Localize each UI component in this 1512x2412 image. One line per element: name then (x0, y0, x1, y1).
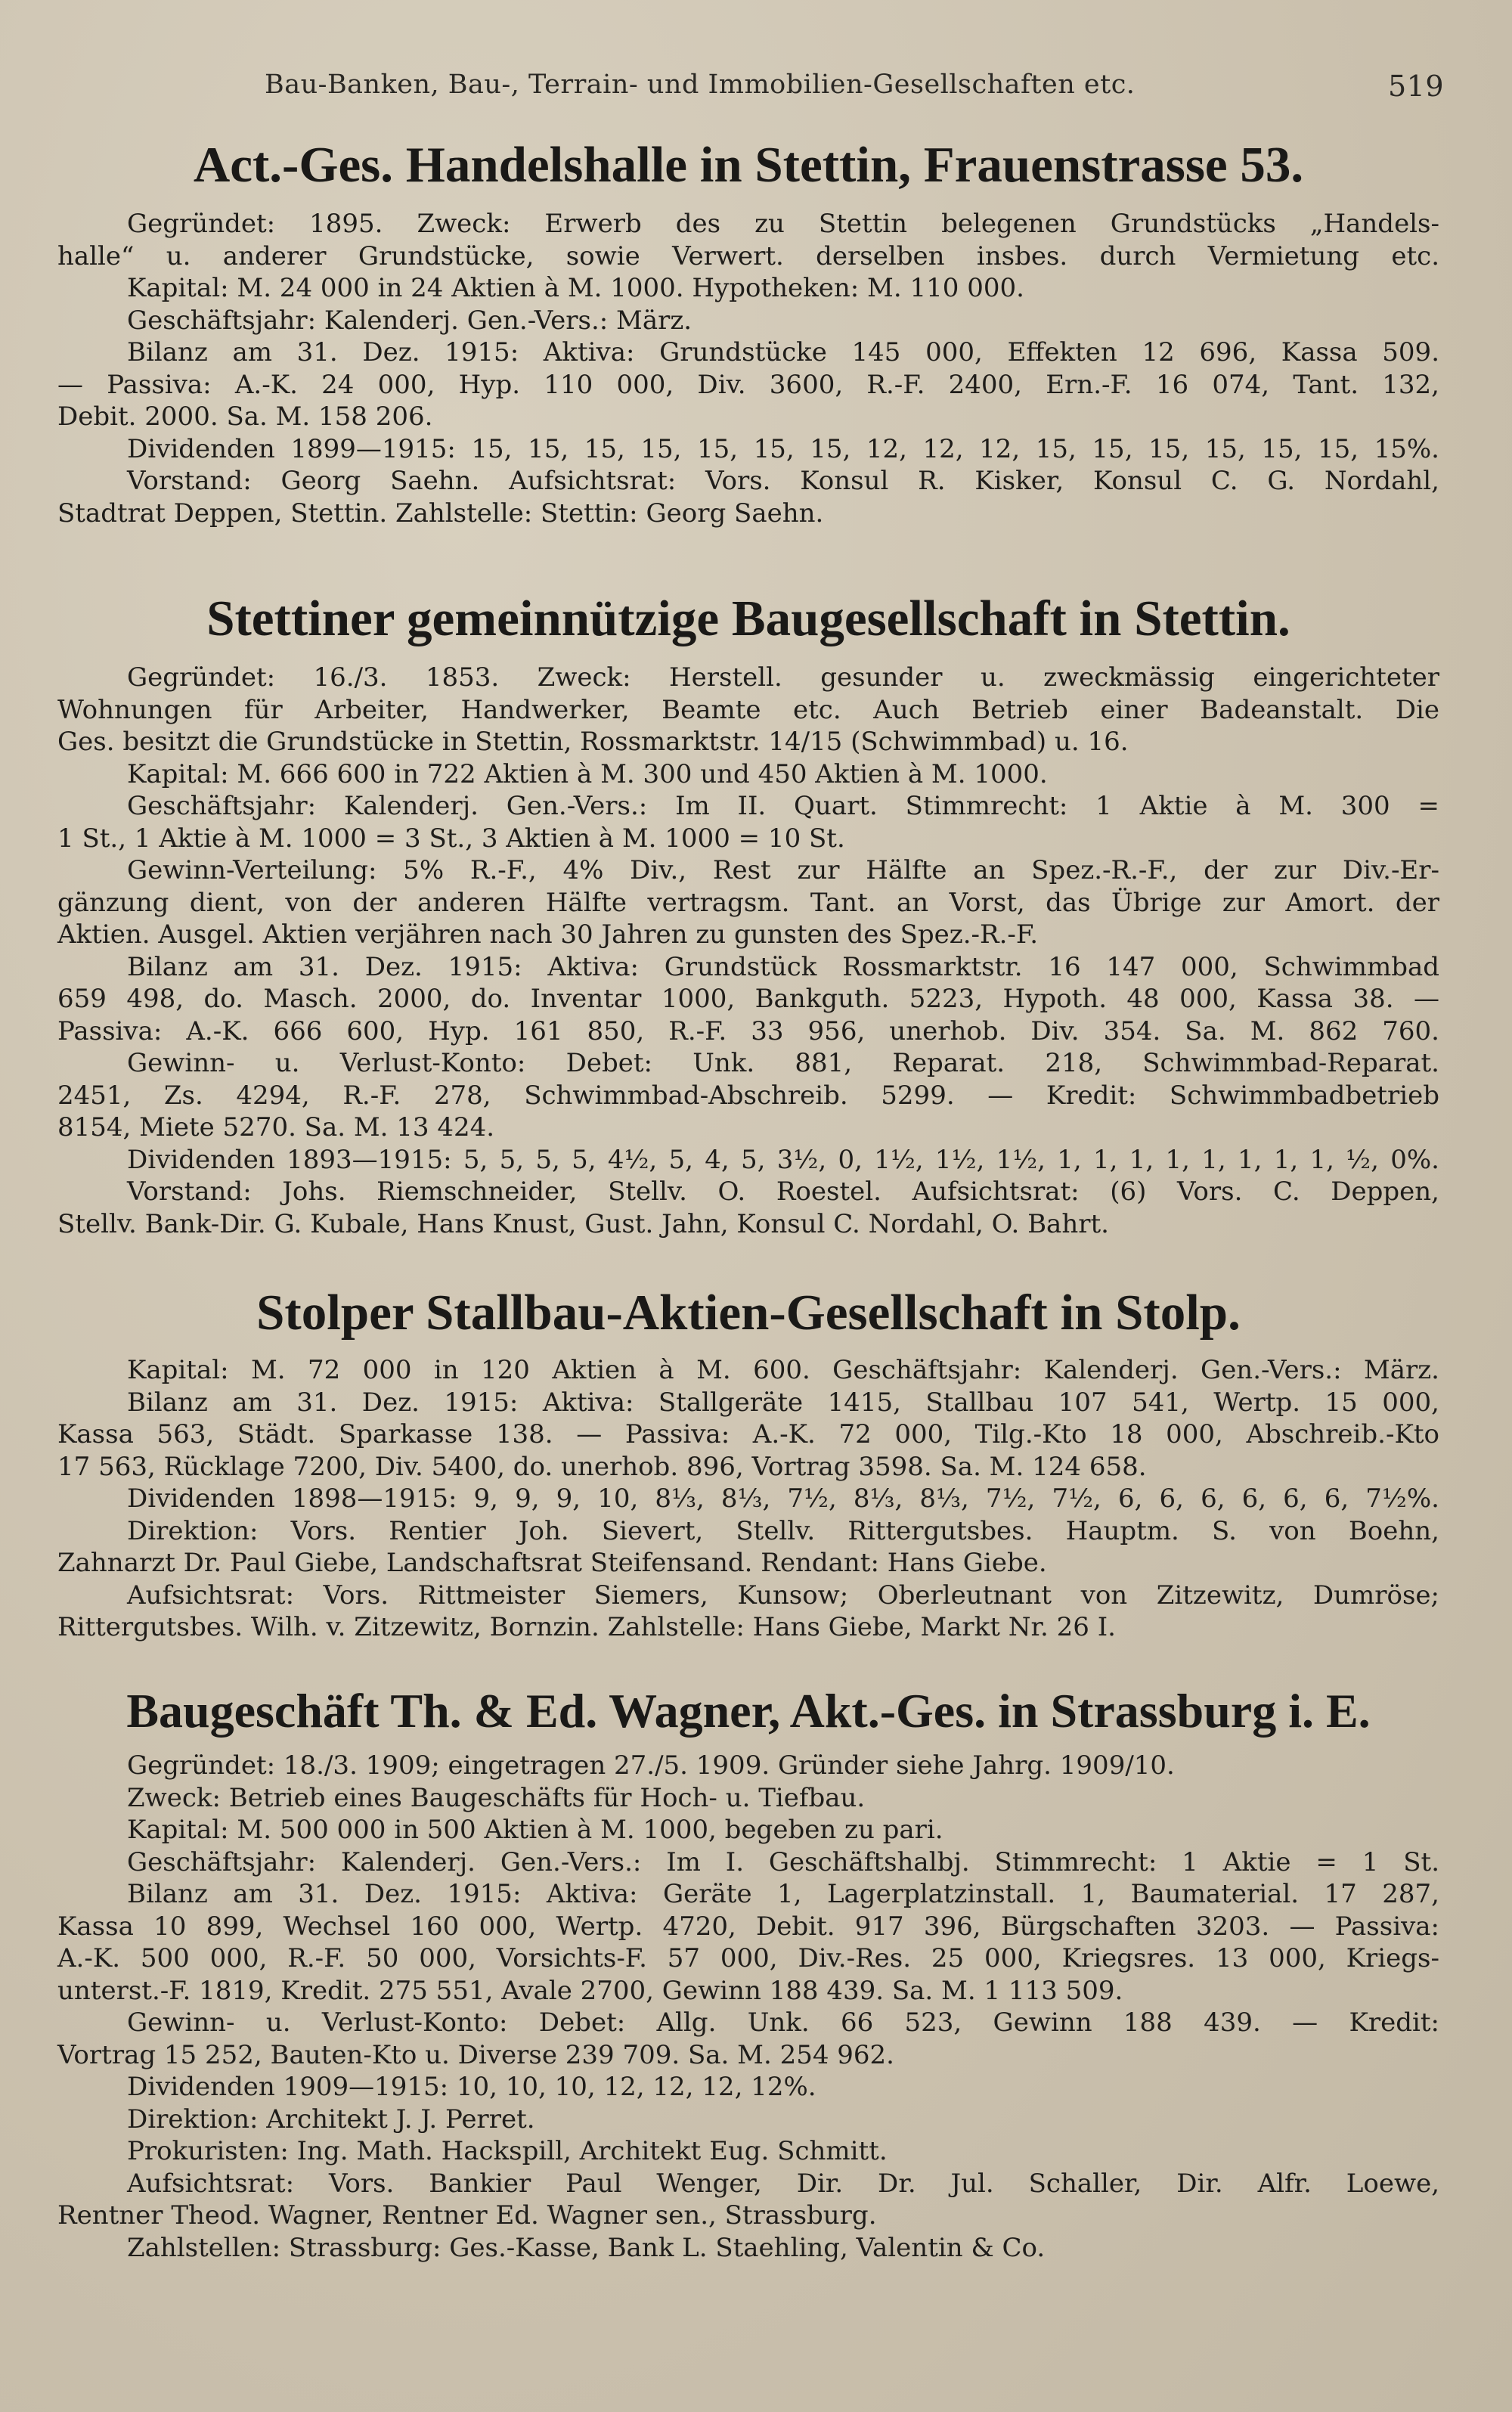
entry-line: 8154, Miete 5270. Sa. M. 13 424. (57, 1112, 495, 1142)
entry-line: Zahlstellen: Strassburg: Ges.-Kasse, Bank L. Staehling, Valentin & Co. (127, 2232, 1046, 2263)
entry-line: Kapital: M. 24 000 in 24 Aktien à M. 1000. Hypotheken: M. 110 000. (127, 273, 1024, 303)
running-head-text: Bau-Banken, Bau-, Terrain- und Immobilien-Gesellschaften etc. (265, 70, 1136, 100)
entry-line: 659 498, do. Masch. 2000, do. Inventar 1000, Bankguth. 5223, Hypoth. 48 000, Kassa 38. — (57, 984, 1439, 1014)
entry-line: Passiva: A.-K. 666 600, Hyp. 161 850, R.-F. 33 956, unerhob. Div. 354. Sa. M. 862 760. (57, 1015, 1439, 1046)
entry-line: Stadtrat Deppen, Stettin. Zahlstelle: Stettin: Georg Saehn. (57, 498, 824, 529)
entry-line: gänzung dient, von der anderen Hälfte vertragsm. Tant. an Vorst, das Übrige zur Amort. der (57, 887, 1439, 918)
entry-line: Kassa 563, Städt. Sparkasse 138. — Passiva: A.-K. 72 000, Tilg.-Kto 18 000, Abschreib.-Kto (57, 1419, 1439, 1449)
entry-line: Kapital: M. 666 600 in 722 Aktien à M. 300 und 450 Aktien à M. 1000. (127, 758, 1048, 789)
entry-line: Aufsichtsrat: Vors. Bankier Paul Wenger, Dir. Dr. Jul. Schaller, Dir. Alfr. Loewe, (127, 2168, 1439, 2199)
entry-line: Gewinn- u. Verlust-Konto: Debet: Unk. 881, Reparat. 218, Schwimmbad-Reparat. (127, 1048, 1439, 1078)
entry-line: Prokuristen: Ing. Math. Hackspill, Architekt Eug. Schmitt. (127, 2136, 888, 2166)
entry-line: Aufsichtsrat: Vors. Rittmeister Siemers, Kunsow; Oberleutnant von Zitzewitz, Dumröse; (127, 1580, 1439, 1611)
entry-line: Debit. 2000. Sa. M. 158 206. (57, 401, 433, 432)
entry-line: unterst.-F. 1819, Kredit. 275 551, Avale 2700, Gewinn 188 439. Sa. M. 1 113 509. (57, 1975, 1123, 2006)
entry-line: Direktion: Architekt J. J. Perret. (127, 2104, 535, 2135)
entry-line: Kapital: M. 500 000 in 500 Aktien à M. 1000, begeben zu pari. (127, 1815, 943, 1845)
entry-line: Dividenden 1898—1915: 9, 9, 9, 10, 8⅓, 8⅓, 7½, 8⅓, 8⅓, 7½, 7½, 6, 6, 6, 6, 6, 6, 7½%. (127, 1483, 1439, 1514)
entry-line: Ges. besitzt die Grundstücke in Stettin, Rossmarktstr. 14/15 (Schwimmbad) u. 16. (57, 727, 1129, 757)
entry-line: Aktien. Ausgel. Aktien verjähren nach 30 Jahren zu gunsten des Spez.-R.-F. (57, 919, 1038, 950)
entry-line: Wohnungen für Arbeiter, Handwerker, Beamte etc. Auch Betrieb einer Badeanstalt. Die (57, 694, 1439, 725)
entry-line: A.-K. 500 000, R.-F. 50 000, Vorsichts-F. 57 000, Div.-Res. 25 000, Kriegsres. 13 000, Kriegs- (57, 1943, 1439, 1973)
entry-title: Act.-Ges. Handelshalle in Stettin, Frauenstrasse 53. (193, 137, 1304, 193)
entry-line: 2451, Zs. 4294, R.-F. 278, Schwimmbad-Abschreib. 5299. — Kredit: Schwimmbadbetrieb (57, 1080, 1439, 1111)
page-number: 519 (1387, 70, 1444, 103)
entry-line: Dividenden 1909—1915: 10, 10, 10, 12, 12, 12, 12%. (127, 2072, 816, 2102)
entry-line: — Passiva: A.-K. 24 000, Hyp. 110 000, Div. 3600, R.-F. 2400, Ern.-F. 16 074, Tant. 132, (57, 369, 1439, 400)
entry-title: Baugeschäft Th. & Ed. Wagner, Akt.-Ges. in Strassburg i. E. (126, 1684, 1371, 1738)
entry-line: Gewinn-Verteilung: 5% R.-F., 4% Div., Rest zur Hälfte an Spez.-R.-F., der zur Div.-Er- (127, 855, 1439, 885)
entry-line: Geschäftsjahr: Kalenderj. Gen.-Vers.: März. (127, 305, 692, 336)
entry-line: Geschäftsjahr: Kalenderj. Gen.-Vers.: Im II. Quart. Stimmrecht: 1 Aktie à M. 300 = (127, 791, 1439, 821)
entry-line: Rittergutsbes. Wilh. v. Zitzewitz, Bornzin. Zahlstelle: Hans Giebe, Markt Nr. 26 I. (57, 1612, 1116, 1642)
entry-wagner-strassburg (57, 1683, 1439, 2264)
entry-line: 1 St., 1 Aktie à M. 1000 = 3 St., 3 Aktien à M. 1000 = 10 St. (57, 823, 845, 854)
entry-line: Gewinn- u. Verlust-Konto: Debet: Allg. Unk. 66 523, Gewinn 188 439. — Kredit: (127, 2007, 1439, 2038)
entry-line: Kapital: M. 72 000 in 120 Aktien à M. 600. Geschäftsjahr: Kalenderj. Gen.-Vers.: März. (127, 1355, 1439, 1385)
entry-line: Rentner Theod. Wagner, Rentner Ed. Wagner sen., Strassburg. (57, 2200, 877, 2231)
entry-title: Stolper Stallbau-Aktien-Gesellschaft in Stolp. (256, 1285, 1241, 1341)
entry-stolper-stallbau (57, 1284, 1439, 1644)
entry-line: Geschäftsjahr: Kalenderj. Gen.-Vers.: Im I. Geschäftshalbj. Stimmrecht: 1 Aktie = 1 St. (127, 1846, 1439, 1877)
entry-line: 17 563, Rücklage 7200, Div. 5400, do. unerhob. 896, Vortrag 3598. Sa. M. 124 658. (57, 1451, 1147, 1482)
entry-line: Gegründet: 18./3. 1909; eingetragen 27./5. 1909. Gründer siehe Jahrg. 1909/10. (127, 1750, 1175, 1781)
entry-line: Direktion: Vors. Rentier Joh. Sievert, Stellv. Rittergutsbes. Hauptm. S. von Boehn, (127, 1515, 1439, 1546)
entry-title: Stettiner gemeinnützige Baugesellschaft in Stettin. (206, 591, 1290, 646)
entry-line: Bilanz am 31. Dez. 1915: Aktiva: Grundstück Rossmarktstr. 16 147 000, Schwimmbad (127, 951, 1439, 982)
entry-line: Stellv. Bank-Dir. G. Kubale, Hans Knust, Gust. Jahn, Konsul C. Nordahl, O. Bahrt. (57, 1208, 1109, 1239)
entry-line: Gegründet: 16./3. 1853. Zweck: Herstell. gesunder u. zweckmässig eingerichteter (127, 662, 1439, 693)
entry-handelshalle (57, 136, 1439, 529)
entry-line: Dividenden 1899—1915: 15, 15, 15, 15, 15, 15, 15, 12, 12, 12, 15, 15, 15, 15, 15, 15, 15%. (127, 433, 1439, 464)
entry-line: Zweck: Betrieb eines Baugeschäfts für Hoch- u. Tiefbau. (127, 1782, 866, 1813)
entry-line: Bilanz am 31. Dez. 1915: Aktiva: Grundstücke 145 000, Effekten 12 696, Kassa 509. (127, 337, 1439, 367)
entry-line: Vorstand: Johs. Riemschneider, Stellv. O. Roestel. Aufsichtsrat: (6) Vors. C. Deppen, (127, 1177, 1439, 1207)
entry-line: Gegründet: 1895. Zweck: Erwerb des zu Stettin belegenen Grundstücks „Handels- (127, 209, 1439, 239)
entry-line: halle“ u. anderer Grundstücke, sowie Verwert. derselben insbes. durch Vermietung etc. (57, 240, 1439, 271)
entry-line: Zahnarzt Dr. Paul Giebe, Landschaftsrat Steifensand. Rendant: Hans Giebe. (57, 1548, 1047, 1578)
entry-stettiner-baugesellschaft (57, 590, 1439, 1240)
entry-line: Dividenden 1893—1915: 5, 5, 5, 5, 4½, 5, 4, 5, 3½, 0, 1½, 1½, 1½, 1, 1, 1, 1, 1, 1, 1, 1, ½, 0%. (127, 1144, 1439, 1175)
running-head (265, 70, 1444, 103)
entry-line: Vorstand: Georg Saehn. Aufsichtsrat: Vors. Konsul R. Kisker, Konsul C. G. Nordahl, (127, 466, 1439, 496)
entry-line: Vortrag 15 252, Bauten-Kto u. Diverse 239 709. Sa. M. 254 962. (57, 2039, 894, 2070)
entry-line: Bilanz am 31. Dez. 1915: Aktiva: Geräte 1, Lagerplatzinstall. 1, Baumaterial. 17 287, (127, 1879, 1439, 1909)
entry-line: Bilanz am 31. Dez. 1915: Aktiva: Stallgeräte 1415, Stallbau 107 541, Wertp. 15 000, (127, 1387, 1439, 1418)
entry-line: Kassa 10 899, Wechsel 160 000, Wertp. 4720, Debit. 917 396, Bürgschaften 3203. — Passiva: (57, 1911, 1439, 1942)
